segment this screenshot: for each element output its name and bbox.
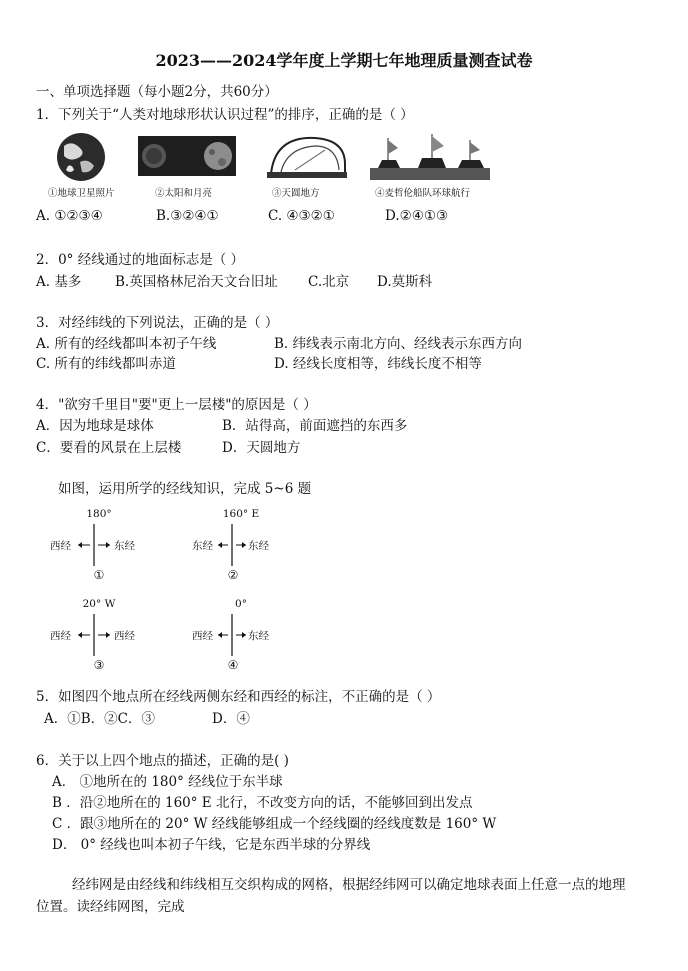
q3-option-a[interactable]: A. 所有的经线都叫本初子午线 (36, 336, 217, 352)
diagram-2-longitude: 160° E (222, 508, 260, 520)
q4-option-c[interactable]: C．要看的风景在上层楼 (36, 440, 182, 456)
question-2-stem: 2．0° 经线通过的地面标志是（ ） (36, 252, 245, 268)
diagram-4-longitude: 0° (235, 598, 247, 610)
magellan-voyage-image (370, 132, 490, 180)
meridian-diagram-2 (186, 508, 296, 582)
diagram-4-number: ④ (227, 658, 239, 672)
q1-option-a[interactable]: A. ①②③④ (36, 208, 103, 224)
meridian-diagram-3 (44, 598, 154, 672)
caption-1: ①地球卫星照片 (48, 188, 115, 199)
question-5-stem: 5．如图四个地点所在经线两侧东经和西经的标注，不正确的是（ ） (36, 689, 441, 705)
q1-option-d[interactable]: D.②④①③ (385, 208, 449, 224)
diagram-4-left-label: 西经 (192, 630, 213, 642)
caption-3: ③天圆地方 (272, 188, 320, 199)
question-6-stem: 6．关于以上四个地点的描述，正确的是( ) (36, 753, 289, 769)
diagram-3-right-label: 西经 (114, 630, 135, 642)
q2-option-d[interactable]: D.莫斯科 (377, 274, 433, 290)
sun-and-moon-image (138, 136, 236, 176)
diagram-1-longitude: 180° (86, 508, 112, 520)
page-title: 2023——2024学年度上学期七年地理质量测查试卷 (155, 51, 533, 70)
q6-option-b[interactable]: B ．沿②地所在的 160° E 北行，不改变方向的话，不能够回到出发点 (52, 795, 473, 811)
diagram-3-number: ③ (93, 658, 105, 672)
q5-option-abc[interactable]: A．①B．②C．③ (44, 711, 155, 727)
round-sky-square-earth-image (265, 134, 349, 180)
diagram-2-left-label: 东经 (192, 540, 213, 552)
diagram-1-left-label: 西经 (50, 540, 71, 552)
diagram-3-left-label: 西经 (50, 630, 71, 642)
q6-option-d[interactable]: D． 0° 经线也叫本初子午线，它是东西半球的分界线 (52, 837, 371, 853)
question-1-stem: 1．下列关于“人类对地球形状认识过程”的排序，正确的是（ ） (36, 107, 414, 123)
q1-option-b[interactable]: B.③②④① (156, 208, 219, 224)
q6-option-c[interactable]: C ．跟③地所在的 20° W 经线能够组成一个经线圈的经线度数是 160° W (52, 816, 497, 832)
diagram-2-right-label: 东经 (248, 540, 269, 552)
diagram-2-number: ② (227, 568, 239, 582)
meridian-diagram-4 (186, 598, 296, 672)
intro-q5-q6: 如图，运用所学的经线知识，完成 5~6 题 (58, 481, 312, 497)
meridian-diagram-1 (44, 508, 154, 582)
earth-satellite-photo (44, 132, 118, 182)
diagram-1-right-label: 东经 (114, 540, 135, 552)
q1-option-c[interactable]: C. ④③②① (268, 208, 335, 224)
q4-option-d[interactable]: D．天圆地方 (222, 440, 301, 456)
q6-option-a[interactable]: A． ①地所在的 180° 经线位于东半球 (52, 774, 283, 790)
q4-option-a[interactable]: A．因为地球是球体 (36, 418, 154, 434)
q4-option-b[interactable]: B．站得高，前面遮挡的东西多 (222, 418, 408, 434)
diagram-4-right-label: 东经 (248, 630, 269, 642)
diagram-3-longitude: 20° W (82, 598, 116, 610)
caption-2: ②太阳和月亮 (155, 188, 213, 199)
question-3-stem: 3．对经纬线的下列说法，正确的是（ ） (36, 315, 279, 331)
q3-option-c[interactable]: C. 所有的纬线都叫赤道 (36, 356, 176, 372)
q5-option-d[interactable]: D．④ (212, 711, 250, 727)
q3-option-d[interactable]: D. 经线长度相等，纬线长度不相等 (274, 356, 482, 372)
paragraph-line-2: 位置。读经纬网图，完成 (36, 899, 185, 915)
caption-4: ④麦哲伦船队环球航行 (375, 188, 471, 199)
q2-option-c[interactable]: C.北京 (308, 274, 350, 290)
paragraph-line-1: 经纬网是由经线和纬线相互交织构成的网格，根据经纬网可以确定地球表面上任意一点的地理 (72, 877, 626, 893)
q2-option-a[interactable]: A. 基多 (36, 274, 82, 290)
q3-option-b[interactable]: B. 纬线表示南北方向、经线表示东西方向 (274, 336, 523, 352)
section-heading: 一、单项选择题（每小题2分，共60分） (36, 84, 278, 100)
q2-option-b[interactable]: B.英国格林尼治天文台旧址 (115, 274, 278, 290)
question-4-stem: 4．"欲穷千里目"要"更上一层楼"的原因是（ ） (36, 397, 317, 413)
diagram-1-number: ① (93, 568, 105, 582)
